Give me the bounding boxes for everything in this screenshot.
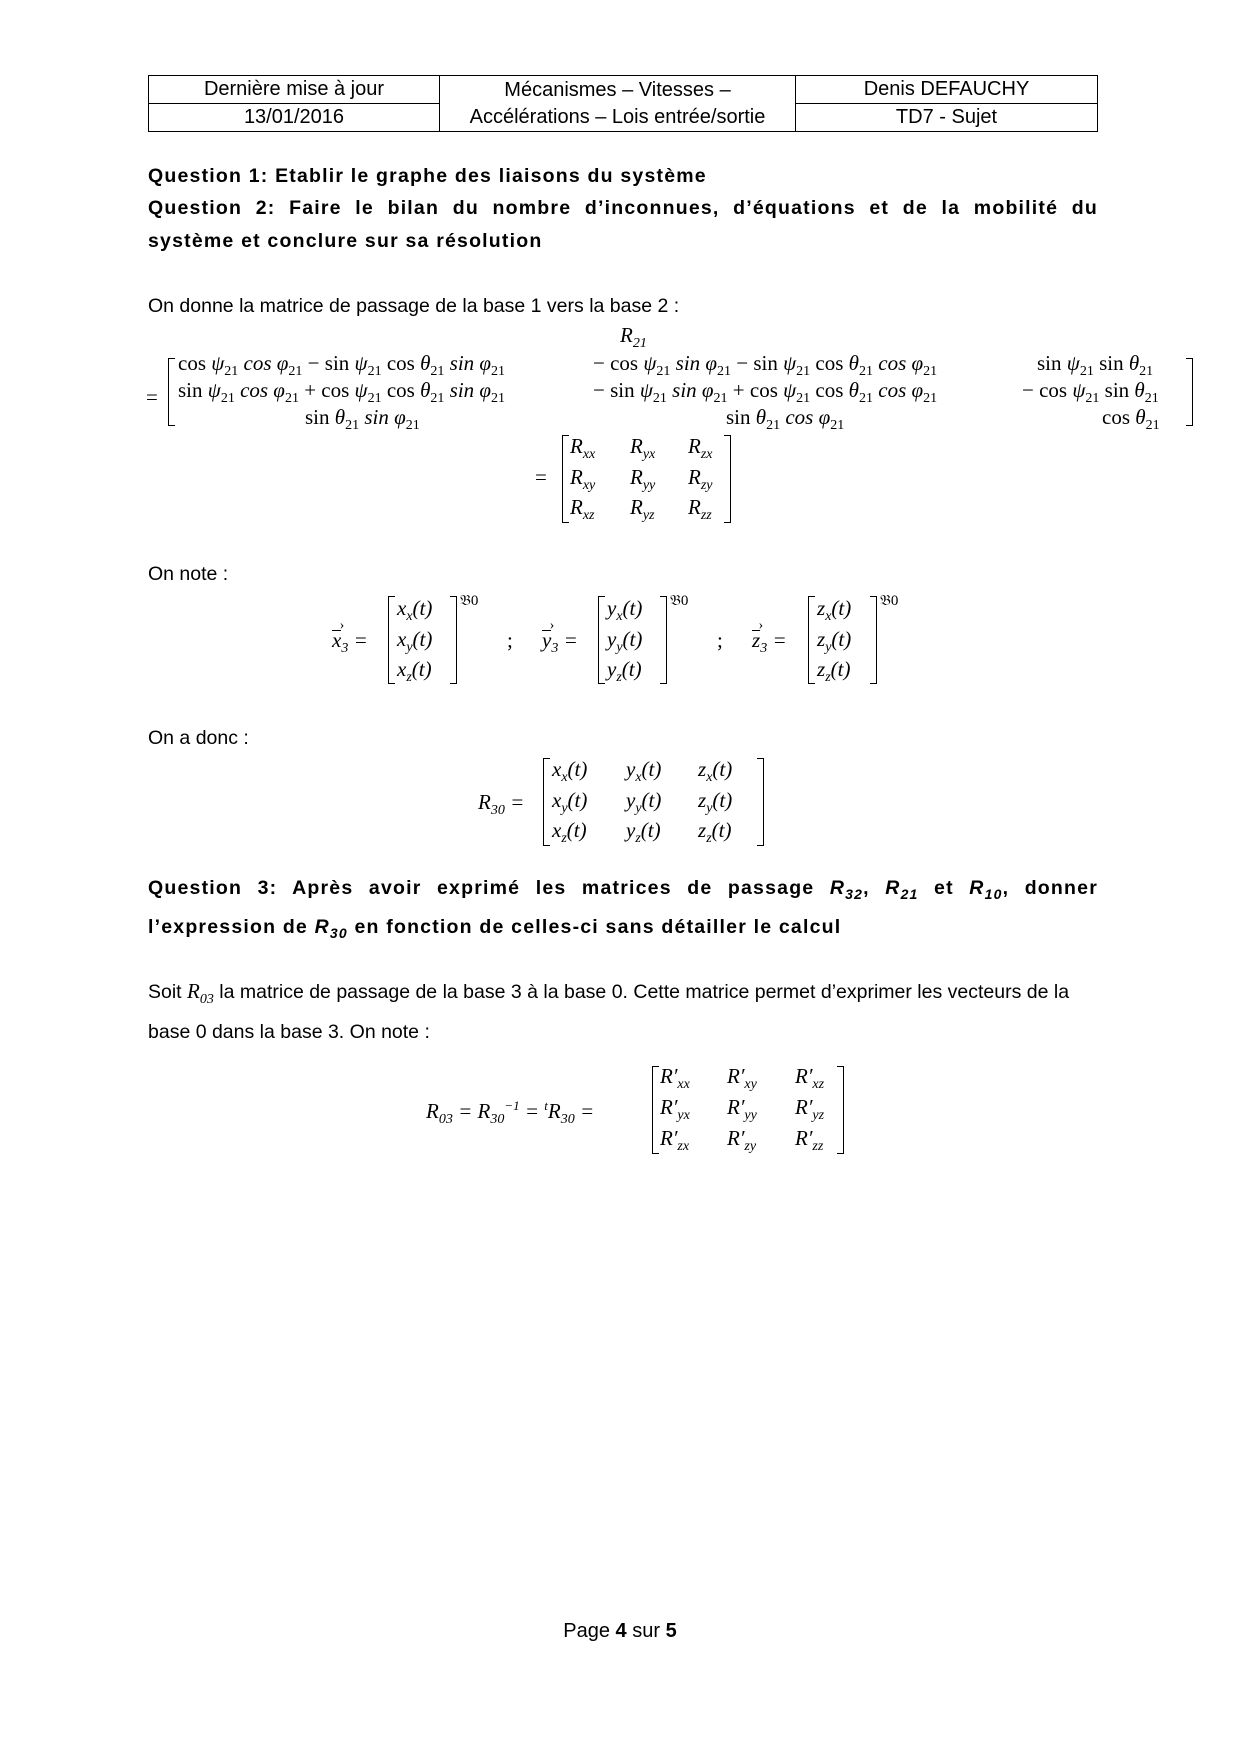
rgen-right-bracket — [724, 435, 731, 523]
x3-base-text: 𝔅0 — [460, 593, 479, 609]
q3-r21: $R_{21}$ — [885, 877, 919, 902]
x3-right-bracket — [450, 596, 457, 684]
soit-r03-prefix: Soit — [148, 981, 188, 1003]
r30-cell-31: $x_z(t)$ — [552, 818, 587, 847]
vector-y3-label: › $y_3$ = — [542, 628, 578, 657]
separator-1: ; — [507, 628, 513, 652]
z3-comp-y: $z_y(t)$ — [817, 627, 852, 656]
q3-r10-subscript: 10 — [984, 885, 1003, 902]
z3-comp-x: $z_x(t)$ — [817, 596, 852, 625]
r03-cell-13: $R'_{xz}$ — [795, 1064, 825, 1093]
x3-comp-y: $x_y(t)$ — [397, 627, 433, 656]
r03-cell-21: $R'_{yx}$ — [660, 1095, 690, 1124]
question-3 — [148, 872, 1098, 950]
r21-cell-11: $\cos \psi_{21}$ $\cos \varphi_{21} - \sin \psi_{21}$ $\cos \theta_{21}$ $\sin \varphi_{21}$ — [178, 351, 506, 380]
r30-cell-12: $y_x(t)$ — [626, 757, 662, 786]
r03-cell-33: $R'_{zz}$ — [795, 1126, 824, 1155]
r21-cell-13: $\sin \psi_{21}$ $\sin \theta_{21}$ — [1037, 351, 1154, 380]
soit-r03-text — [148, 975, 1098, 1048]
r21-cell-22: − $\sin \psi_{21}$ $\sin \varphi_{21} + \cos \psi_{21}$ $\cos \theta_{21}$ $\cos \varphi_{21}$ — [593, 378, 938, 407]
vector-x3-label: › $x_3$ = — [332, 628, 368, 657]
r30-right-bracket — [757, 758, 764, 846]
q3-r21-subscript: 21 — [900, 885, 919, 902]
r21-cell-32: $\sin \theta_{21}$ $\cos \varphi_{21}$ — [726, 405, 845, 434]
footer-page-total: 5 — [665, 1620, 677, 1642]
r30-left-bracket — [543, 758, 550, 846]
y3-comp-y: $y_y(t)$ — [607, 627, 643, 656]
rgen-cell-11: $R_{xx}$ — [570, 434, 596, 463]
r03-cell-32: $R'_{zy}$ — [727, 1126, 757, 1155]
q3-r10: $R_{10}$ — [969, 877, 1003, 902]
question-3-sep1: , — [863, 877, 886, 899]
q3-r30: $R_{30}$ — [314, 915, 348, 941]
r30-cell-32: $y_z(t)$ — [626, 818, 661, 847]
x3-comp-z: $x_z(t)$ — [397, 657, 432, 686]
r03-left-bracket — [652, 1066, 659, 1154]
r21-cell-12: − $\cos \psi_{21}$ $\sin \varphi_{21} - \sin \psi_{21}$ $\cos \theta_{21}$ $\cos \varphi_{21}$ — [593, 351, 938, 380]
header-table — [148, 75, 1098, 132]
question-3-part-c: en fonction de celles-ci sans détailler le calcul — [347, 915, 842, 938]
rgen-cell-22: $R_{yy}$ — [630, 465, 656, 494]
question-3-part-a: Question 3: Après avoir exprimé les matrices de passage — [148, 877, 830, 899]
y3-base — [670, 592, 688, 610]
rgen-cell-12: $R_{yx}$ — [630, 434, 656, 463]
r30-cell-11: $x_x(t)$ — [552, 757, 588, 786]
r03-equation-lhs: $R_{03} = R_{30}^{-1} = ^tR_{30}$ = — [426, 1098, 595, 1128]
question-3-part-b: , donner l’expression de — [148, 877, 1098, 938]
on-a-donc-text: On a donc : — [148, 727, 249, 749]
r21-equals: = — [146, 385, 158, 409]
vector-z3-label: › $z_3$ = — [752, 628, 787, 657]
header-course-title — [440, 76, 796, 132]
r03-cell-31: $R'_{zx}$ — [660, 1126, 690, 1155]
page-footer — [0, 1620, 1240, 1643]
header-last-update-label: Dernière mise à jour — [149, 76, 440, 104]
r21-left-bracket — [168, 358, 175, 426]
intro-matrix-text: On donne la matrice de passage de la base 1 vers la base 2 : — [148, 295, 680, 317]
rgen-cell-31: $R_{xz}$ — [570, 495, 595, 524]
z3-base — [880, 592, 898, 610]
rgen-cell-23: $R_{zy}$ — [688, 465, 713, 494]
question-2: Question 2: Faire le bilan du nombre d’inconnues, d’équations et de la mobilité du système et conclure sur sa résolution — [148, 197, 1098, 252]
x3-comp-x: $x_x(t)$ — [397, 596, 433, 625]
r30-label: $R_{30}$ = — [478, 790, 525, 819]
header-date: 13/01/2016 — [149, 104, 440, 132]
question-3-et: et — [918, 877, 970, 899]
r03-right-bracket — [837, 1066, 844, 1154]
r21-right-bracket — [1186, 358, 1193, 426]
footer-prefix: Page — [563, 1620, 616, 1642]
x3-base — [460, 592, 478, 610]
r21-cell-21: $\sin \psi_{21}$ $\cos \varphi_{21} + \cos \psi_{21}$ $\cos \theta_{21}$ $\sin \varphi_{21}$ — [178, 378, 506, 407]
y3-left-bracket — [598, 596, 605, 684]
r21-cell-31: $\sin \theta_{21}$ $\sin \varphi_{21}$ — [305, 405, 420, 434]
footer-mid: sur — [626, 1620, 666, 1642]
y3-comp-z: $y_z(t)$ — [607, 657, 642, 686]
footer-page-number: 4 — [615, 1620, 627, 1642]
z3-right-bracket — [870, 596, 877, 684]
rgen-cell-13: $R_{zx}$ — [688, 434, 713, 463]
r30-cell-23: $z_y(t)$ — [698, 788, 733, 817]
header-course-line2: Accélérations – Lois entrée/sortie — [469, 105, 766, 128]
on-note-text: On note : — [148, 563, 229, 585]
r03-cell-23: $R'_{yz}$ — [795, 1095, 825, 1124]
r03-cell-12: $R'_{xy}$ — [727, 1064, 757, 1093]
r03-cell-11: $R'_{xx}$ — [660, 1064, 690, 1093]
header-author: Denis DEFAUCHY — [796, 76, 1098, 104]
question-1: Question 1: Etablir le graphe des liaisons du système — [148, 165, 707, 187]
r21-label: $R_{21}$ — [620, 323, 647, 352]
q3-r30-subscript: 30 — [329, 924, 348, 941]
z3-comp-z: $z_z(t)$ — [817, 657, 851, 686]
y3-comp-x: $y_x(t)$ — [607, 596, 643, 625]
separator-2: ; — [717, 628, 723, 652]
r21-cell-23: − $\cos \psi_{21}$ $\sin \theta_{21}$ — [1022, 378, 1159, 407]
q3-r32-subscript: 32 — [845, 885, 864, 902]
r21-cell-33: $\cos \theta_{21}$ — [1102, 405, 1160, 434]
y3-base-text: 𝔅0 — [670, 593, 689, 609]
rgen-cell-21: $R_{xy}$ — [570, 465, 596, 494]
rgen-left-bracket — [562, 435, 569, 523]
r30-cell-22: $y_y(t)$ — [626, 788, 662, 817]
rgen-cell-33: $R_{zz}$ — [688, 495, 712, 524]
rgen-equals: = — [535, 465, 547, 489]
z3-base-text: 𝔅0 — [880, 593, 899, 609]
r30-cell-33: $z_z(t)$ — [698, 818, 732, 847]
q3-r32: $R_{32}$ — [829, 877, 864, 902]
header-course-line1: Mécanismes – Vitesses – — [504, 78, 731, 101]
rgen-cell-32: $R_{yz}$ — [630, 495, 655, 524]
x3-left-bracket — [388, 596, 395, 684]
r03-cell-22: $R'_{yy}$ — [727, 1095, 757, 1124]
soit-r03-symbol: $R_{03}$ — [187, 979, 214, 1008]
y3-right-bracket — [660, 596, 667, 684]
r30-cell-13: $z_x(t)$ — [698, 757, 733, 786]
z3-left-bracket — [808, 596, 815, 684]
soit-r03-suffix: la matrice de passage de la base 3 à la base 0. Cette matrice permet d’exprimer les vecteurs de la base 0 dans la base 3. On note : — [148, 981, 1070, 1044]
header-doc-id: TD7 - Sujet — [796, 104, 1098, 132]
r30-cell-21: $x_y(t)$ — [552, 788, 588, 817]
